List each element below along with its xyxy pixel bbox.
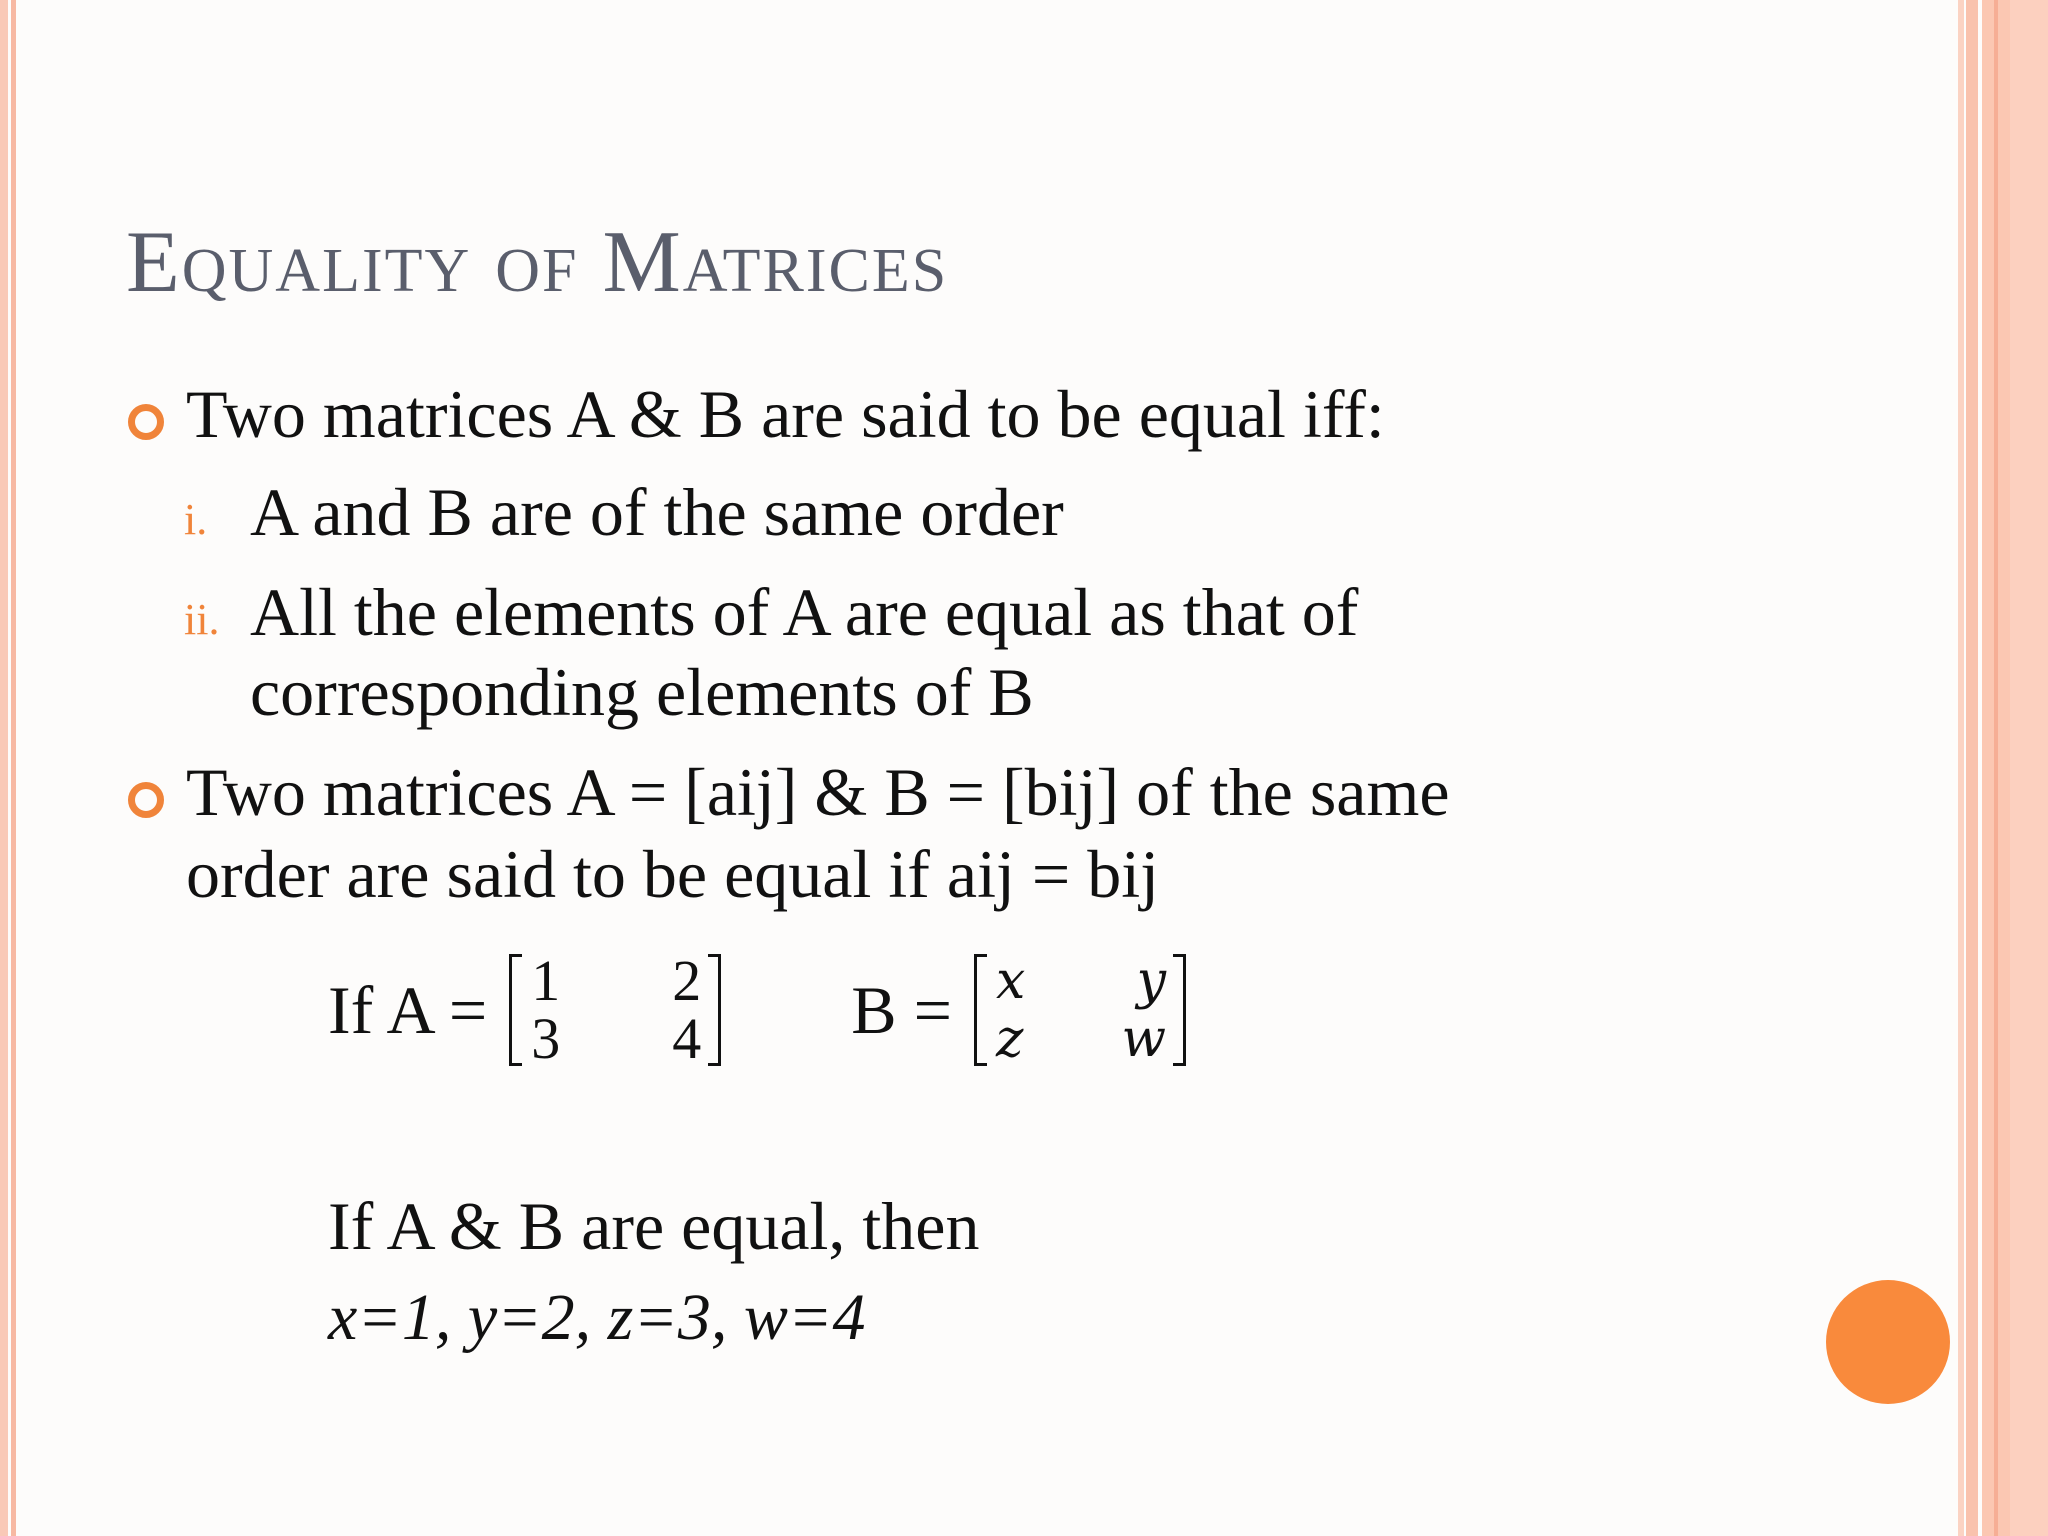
bullet-icon	[128, 404, 164, 440]
matrix-a-cell: 2	[672, 948, 702, 1013]
matrix-b-cell: x	[995, 951, 1026, 1011]
left-bracket	[974, 954, 987, 1066]
matrix-example	[328, 950, 1186, 1070]
matrix-b-cell: y	[1136, 951, 1166, 1011]
item-1-text: A and B are of the same order	[250, 474, 1064, 550]
bullet-2-text-line-2: order are said to be equal if aij = bij	[186, 836, 1159, 912]
item-2-text-line-1: All the elements of A are equal as that of	[250, 574, 1359, 650]
matrix-b-label: B =	[851, 971, 952, 1048]
right-border-stripe-2	[1966, 0, 1978, 1536]
conclusion-text: If A & B are equal, then	[328, 1188, 980, 1264]
left-border-stripe	[0, 0, 8, 1536]
left-border-stripe-inner	[11, 0, 16, 1536]
left-bracket	[509, 954, 522, 1066]
matrix-a-cell: 4	[672, 1006, 702, 1071]
item-1-number: i.	[184, 495, 208, 544]
orange-circle-decoration	[1826, 1280, 1950, 1404]
right-border-stripe	[1958, 0, 1964, 1536]
bullet-icon	[128, 782, 164, 818]
matrix-b-cell: z	[995, 1009, 1024, 1069]
bullet-1-text: Two matrices A & B are said to be equal iff:	[186, 376, 1385, 452]
item-2-text-line-2: corresponding elements of B	[250, 654, 1034, 730]
matrix-b-cell: w	[1121, 1009, 1166, 1069]
matrix-b	[974, 952, 1186, 1068]
right-border-stripe-4	[2010, 0, 2048, 1536]
matrix-a-cell: 3	[531, 1006, 561, 1071]
slide-title: Equality of Matrices	[126, 214, 949, 311]
result-text: x=1, y=2, z=3, w=4	[328, 1281, 866, 1354]
right-bracket	[708, 954, 721, 1066]
item-2-number: ii.	[184, 595, 220, 644]
right-bracket	[1173, 954, 1186, 1066]
matrix-a	[509, 948, 721, 1071]
right-border-stripe-3	[1994, 0, 1998, 1536]
bullet-2-text-line-1: Two matrices A = [aij] & B = [bij] of the same	[186, 754, 1450, 830]
matrix-a-label: If A =	[328, 971, 488, 1048]
matrix-a-cell: 1	[531, 948, 561, 1013]
